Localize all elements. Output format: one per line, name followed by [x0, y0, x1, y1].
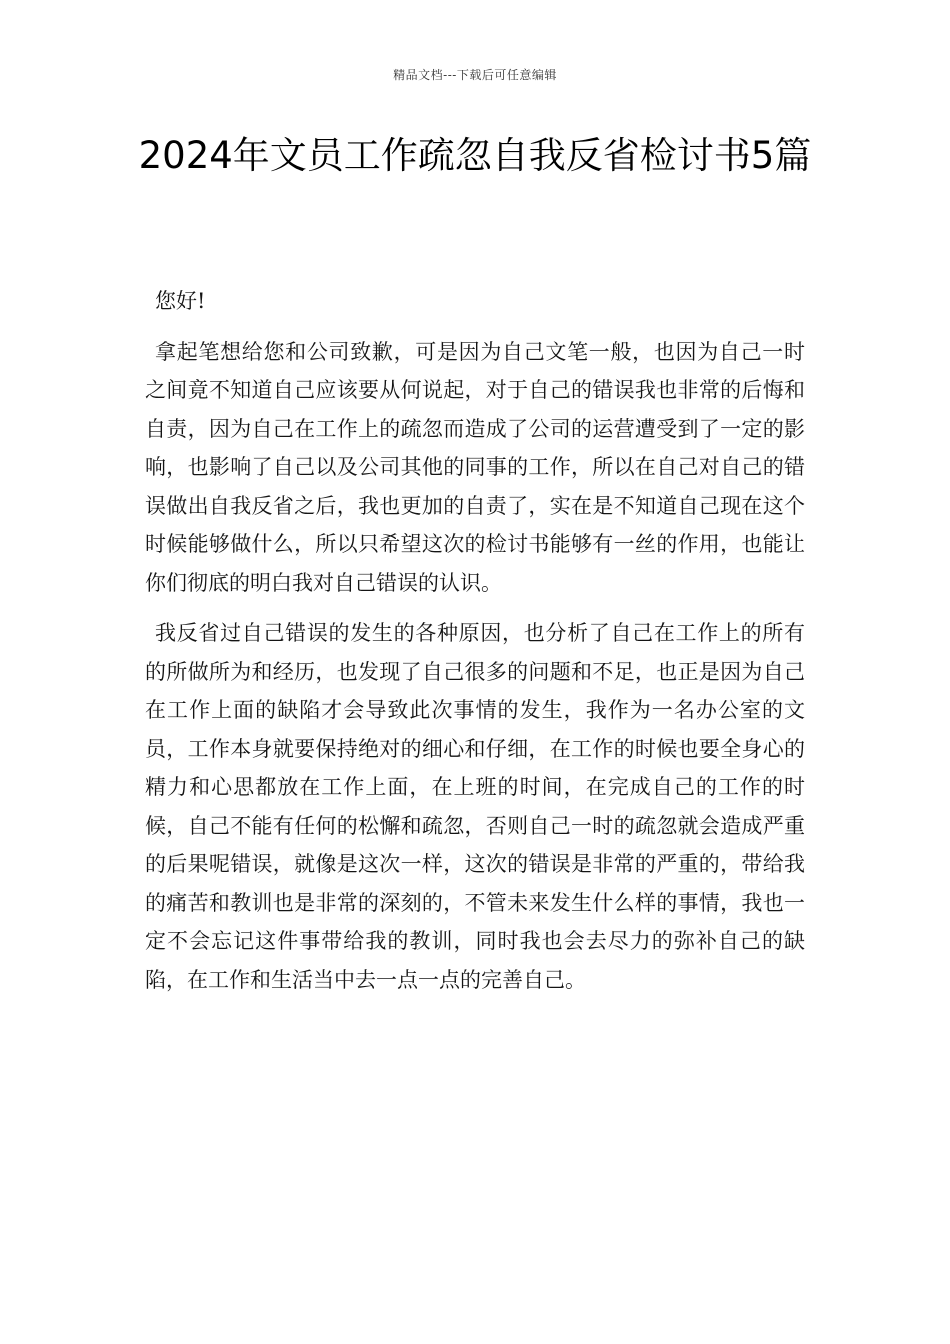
- header-note: 精品文档---下载后可任意编辑: [393, 68, 557, 82]
- document-title: 2024年文员工作疏忽自我反省检讨书5篇: [138, 134, 812, 177]
- body-paragraph-1: 拿起笔想给您和公司致歉，可是因为自己文笔一般，也因为自己一时之间竟不知道自己应该要从何说起，对于自己的错误我也非常的后悔和自责，因为自己在工作上的疏忽而造成了公司的运营遭受到了一定的影响，也影响了自己以及公司其他的同事的工作，所以在自己对自己的错误做出自我反省之后，我也更加的自责了，实在是不知道自己现在这个时候能够做什么，所以只希望这次的检讨书能够有一丝的作用，也能让你们彻底的明白我对自己错误的认识。: [145, 339, 805, 595]
- greeting-line: 您好!: [155, 289, 206, 313]
- body-paragraph-2: 我反省过自己错误的发生的各种原因，也分析了自己在工作上的所有的所做所为和经历，也发现了自己很多的问题和不足，也正是因为自己在工作上面的缺陷才会导致此次事情的发生，我作为一名办公室的文员，工作本身就要保持绝对的细心和仔细，在工作的时候也要全身心的精力和心思都放在工作上面，在上班的时间，在完成自己的工作的时候，自己不能有任何的松懈和疏忽，否则自己一时的疏忽就会造成严重的后果呢错误，就像是这次一样，这次的错误是非常的严重的，带给我的痛苦和教训也是非常的深刻的，不管未来发生什么样的事情，我也一定不会忘记这件事带给我的教训，同时我也会去尽力的弥补自己的缺陷，在工作和生活当中去一点一点的完善自己。: [145, 621, 805, 992]
- document-body: [145, 282, 805, 999]
